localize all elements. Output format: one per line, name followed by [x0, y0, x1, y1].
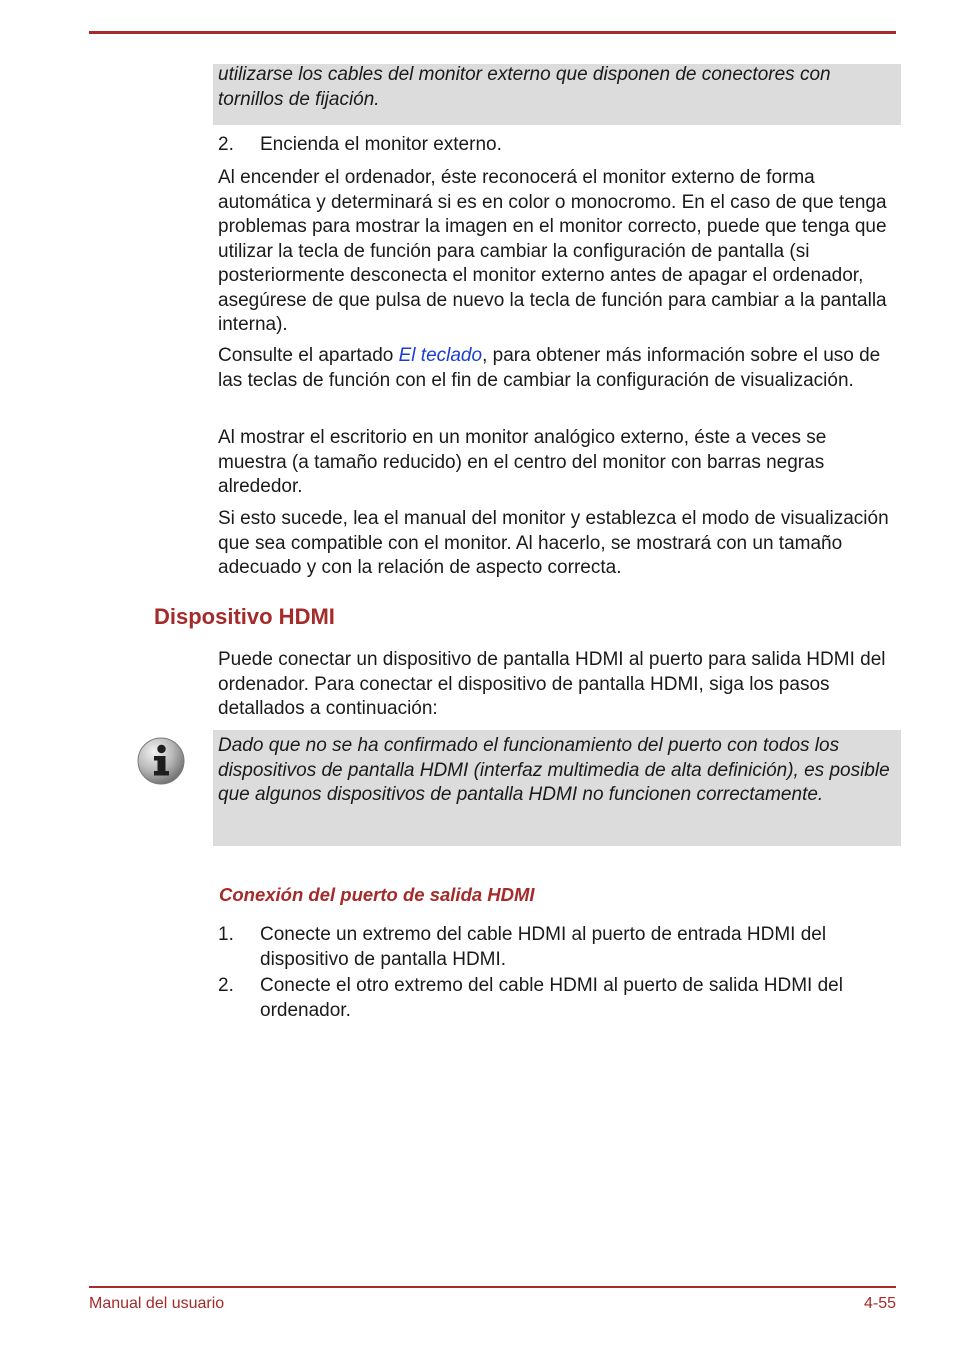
subsection-title: Conexión del puerto de salida HDMI: [219, 884, 535, 905]
paragraph-3: Al mostrar el escritorio en un monitor analógico externo, éste a veces se muestra (a tamaño reducido) en el centro del monitor con barras negras alrededor.: [218, 427, 827, 497]
paragraph-2-after: , para obtener más información sobre el uso de las teclas de función con el fin de cambiar la configuración de visualización.: [218, 345, 881, 391]
paragraph-4: Si esto sucede, lea el manual del monitor y establezca el modo de visualización que sea compatible con el monitor. Al hacerlo, se mostrará con un tamaño adecuado y con la relación de aspecto correcta.: [218, 508, 889, 578]
list-item: [218, 974, 900, 1023]
section-title: Dispositivo HDMI: [154, 604, 335, 629]
top-note-text: utilizarse los cables del monitor externo que disponen de conectores con tornillos de fijación.: [218, 64, 831, 110]
footer-rule: [89, 1286, 896, 1288]
paragraph-2: [218, 344, 900, 393]
list-item-number: 1.: [218, 924, 234, 945]
header-rule: [89, 31, 896, 34]
info-icon: [136, 736, 186, 786]
paragraph-2-before: Consulte el apartado: [218, 345, 399, 366]
list-item-number: 2.: [218, 975, 234, 996]
list-item-text: Conecte el otro extremo del cable HDMI al puerto de salida HDMI del ordenador.: [260, 975, 843, 1021]
page-number: 4-55: [863, 1295, 896, 1312]
section-intro: Puede conectar un dispositivo de pantalla HDMI al puerto para salida HDMI del ordenador. Para conectar el dispositivo de pantalla HDMI, siga los pasos detallados a continuación:: [218, 649, 886, 719]
footer-manual-label: Manual del usuario: [89, 1295, 225, 1312]
keyboard-link[interactable]: El teclado: [398, 345, 483, 366]
hdmi-note-text: Dado que no se ha confirmado el funcionamiento del puerto con todos los dispositivos de pantalla HDMI (interfaz multimedia de alta definición), es posible que algunos dispositivos de pantalla HDMI no funcionen correctamente.: [218, 735, 890, 805]
list-item-text: Conecte un extremo del cable HDMI al puerto de entrada HDMI del dispositivo de pantalla HDMI.: [260, 924, 827, 970]
list-item: [218, 923, 900, 972]
top-note-box: [213, 64, 901, 125]
list-item-text: Encienda el monitor externo.: [260, 134, 502, 155]
list-item: [218, 133, 900, 158]
list-item-number: 2.: [218, 134, 234, 155]
hdmi-note-box: [213, 730, 901, 846]
paragraph-1: Al encender el ordenador, éste reconocerá el monitor externo de forma automática y determinará si es en color o monocromo. En el caso de que tenga problemas para mostrar la imagen en el monitor correcto, puede que tenga que utilizar la tecla de función para cambiar la configuración de pantalla (si posteriormente desconecta el monitor externo antes de apagar el ordenador, asegúrese de que pulsa de nuevo la tecla de función para cambiar a la pantalla interna).: [218, 167, 887, 335]
